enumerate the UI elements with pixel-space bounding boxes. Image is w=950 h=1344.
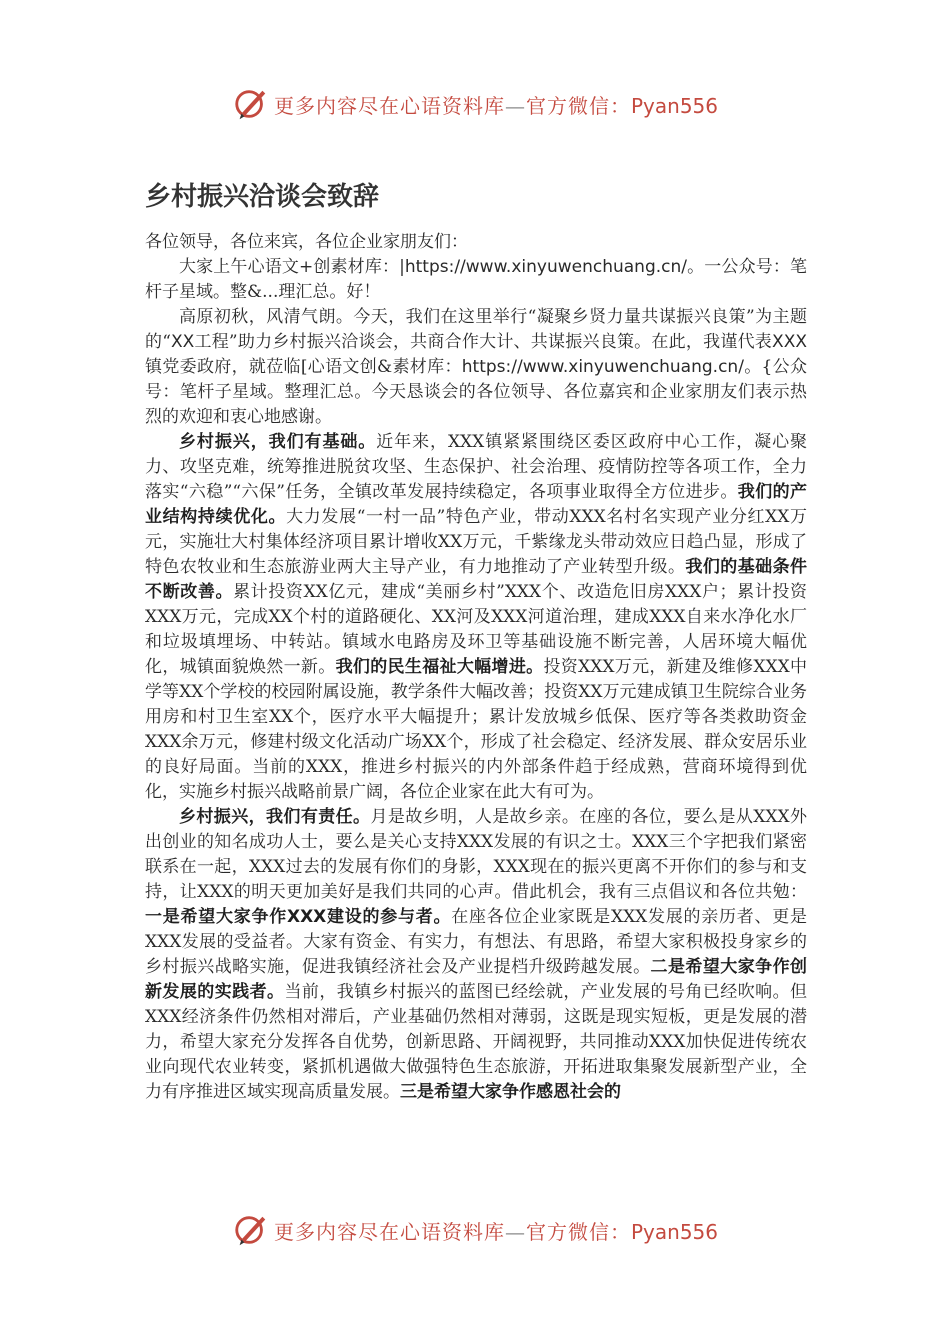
page-title: 乡村振兴洽谈会致辞 [145, 182, 380, 212]
header-watermark-banner [0, 82, 950, 126]
document-body [145, 230, 807, 1105]
paragraph-2: 高原初秋，风清气朗。今天，我们在这里举行“凝聚乡贤力量共谋振兴良策”为主题的“XX工程”助力乡村振兴洽谈会，共商合作大计、共谋振兴良策。在此，我谨代表XXX镇党委政府，就莅临[心语文创&素材库：https://www.xinyuwenchuang.cn/。{公众号：笔杆子星域。整理汇总。今天恳谈会的各位领导、各位嘉宾和企业家朋友们表示热烈的欢迎和衷心地感谢。 [145, 307, 807, 427]
paragraph-4: 乡村振兴，我们有责任。月是故乡明，人是故乡亲。在座的各位，要么是从XXX外出创业的知名成功人士，要么是关心支持XXX发展的有识之士。XXX三个字把我们紧密联系在一起，XXX过去的发展有你们的身影，XXX现在的振兴更离不开你们的参与和支持，让XXX的明天更加美好是我们共同的心声。借此机会，我有三点倡议和各位共勉：一是希望大家争作XXX建设的参与者。在座各位企业家既是XXX发展的亲历者、更是XXX发展的受益者。大家有资金、有实力，有想法、有思路，希望大家积极投身家乡的乡村振兴战略实施，促进我镇经济社会及产业提档升级跨越发展。二是希望大家争作创新发展的实践者。当前，我镇乡村振兴的蓝图已经绘就，产业发展的号角已经吹响。但XXX经济条件仍然相对滞后，产业基础仍然相对薄弱，这既是现实短板，更是发展的潜力，希望大家充分发挥各自优势，创新思路、开阔视野，共同推动XXX加快促进传统农业向现代农业转变，紧抓机遇做大做强特色生态旅游，开拓进取集聚发展新型产业，全力有序推进区域实现高质量发展。三是希望大家争作感恩社会的 [145, 807, 808, 1102]
paragraph-3: 乡村振兴，我们有基础。近年来，XXX镇紧紧围绕区委区政府中心工作，凝心聚力、攻坚克难，统筹推进脱贫攻坚、生态保护、社会治理、疫情防控等各项工作，全力落实“六稳”“六保”任务，全镇改革发展持续稳定，各项事业取得全方位进步。我们的产业结构持续优化。大力发展“一村一品”特色产业，带动XXX名村名实现产业分红XX万元，实施壮大村集体经济项目累计增收XX万元，千紫缘龙头带动效应日趋凸显，形成了特色农牧业和生态旅游业两大主导产业，有力地推动了产业转型升级。我们的基础条件不断改善。累计投资XX亿元，建成“美丽乡村”XXX个、改造危旧房XXX户；累计投资XXX万元，完成XX个村的道路硬化、XX河及XXX河道治理，建成XXX自来水净化水厂和垃圾填埋场、中转站。镇域水电路房及环卫等基础设施不断完善，人居环境大幅优化，城镇面貌焕然一新。我们的民生福祉大幅增进。投资XXX万元，新建及维修XXX中学等XX个学校的校园附属设施，教学条件大幅改善；投资XX万元建成镇卫生院综合业务用房和村卫生室XX个，医疗水平大幅提升；累计发放城乡低保、医疗等各类救助资金XXX余万元，修建村级文化活动广场XX个，形成了社会稳定、经济发展、群众安居乐业的良好局面。当前的XXX，推进乡村振兴的内外部条件趋于经成熟，营商环境得到优化，实施乡村振兴战略前景广阔，各位企业家在此大有可为。 [145, 432, 808, 802]
pen-logo-icon [232, 1211, 270, 1249]
footer-watermark-banner [0, 1208, 950, 1252]
greeting-paragraph: 各位领导，各位来宾，各位企业家朋友们： [145, 232, 468, 252]
paragraph-1: 大家上午心语文+创素材库：|https://www.xinyuwenchuang.cn/。一公众号：笔杆子星域。整&...理汇总。好！ [145, 257, 808, 302]
url-text: https://www.xinyuwenchuang.cn/ [461, 357, 744, 377]
pen-logo-icon [232, 85, 270, 123]
banner-text: 更多内容尽在心语资料库—官方微信：Pyan556 [273, 1219, 718, 1244]
banner-text: 更多内容尽在心语资料库—官方微信：Pyan556 [273, 93, 718, 118]
url-text: https://www.xinyuwenchuang.cn/ [404, 257, 687, 277]
